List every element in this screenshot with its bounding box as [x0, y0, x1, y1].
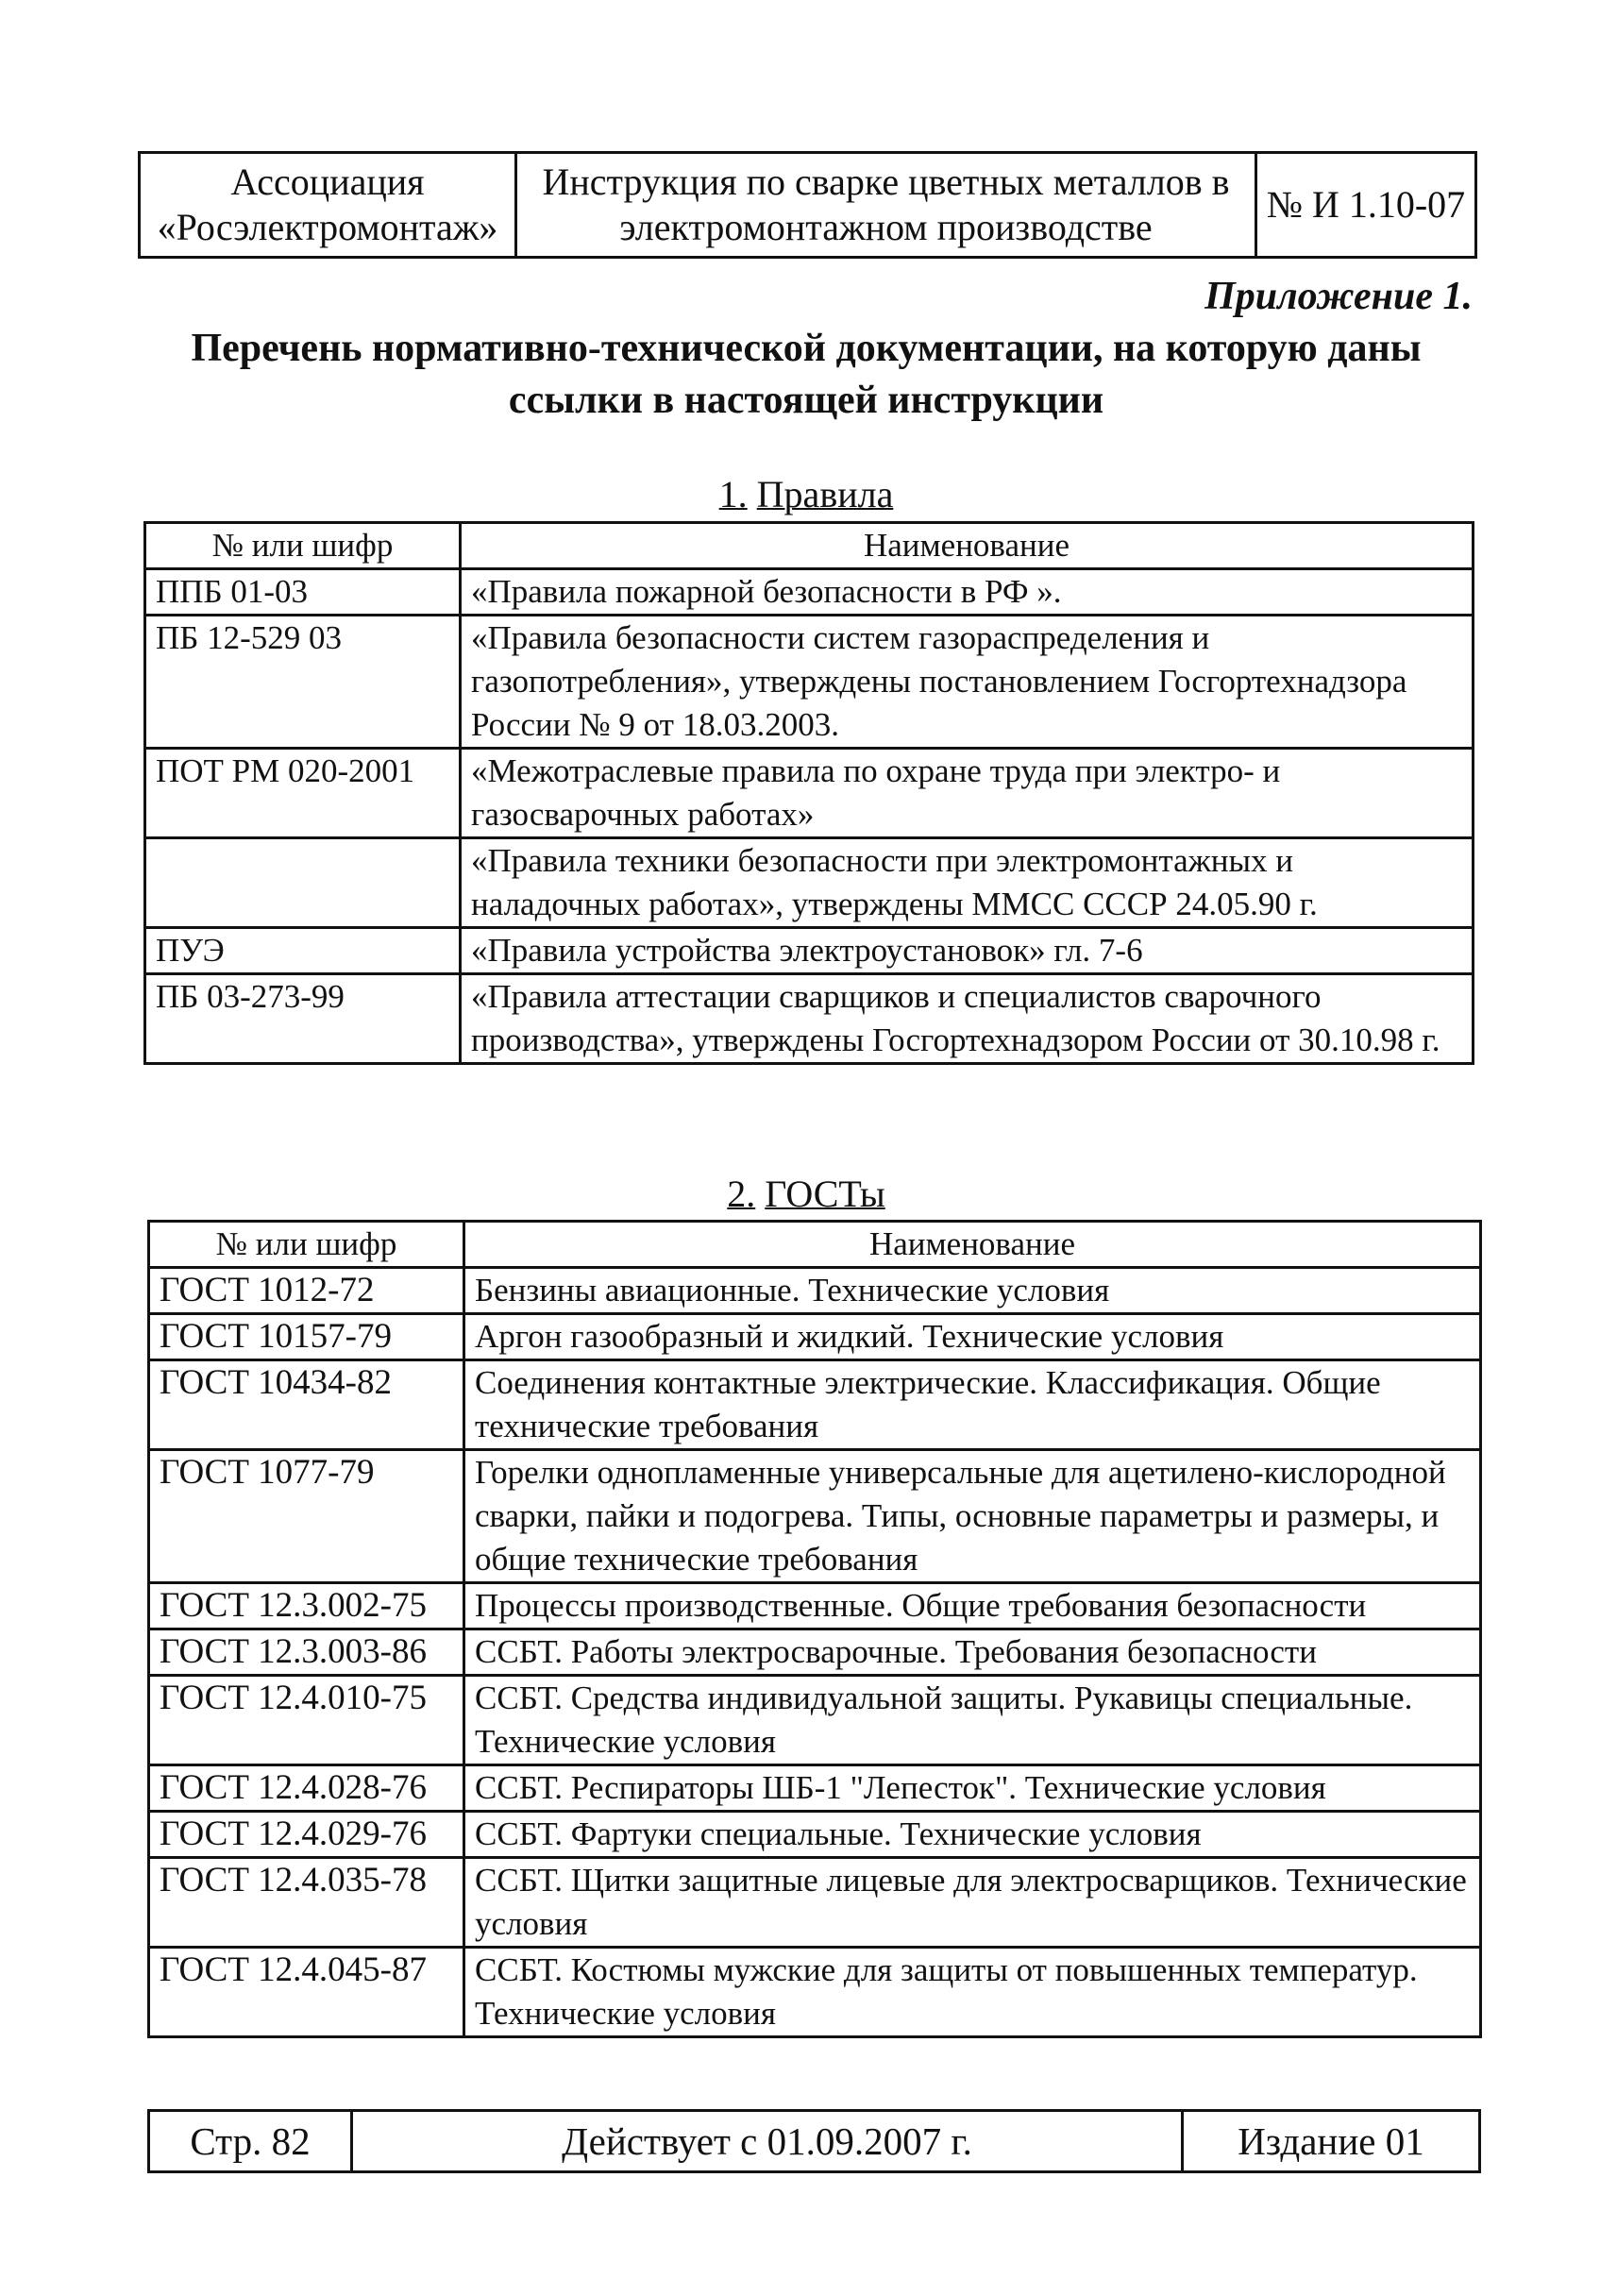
- doc-name: ССБТ. Средства индивидуальной защиты. Рукавицы специальные. Технические условия: [464, 1676, 1481, 1765]
- doc-name: «Правила пожарной безопасности в РФ ».: [461, 569, 1474, 616]
- column-header-name: Наименование: [464, 1222, 1481, 1268]
- table-row: [145, 928, 1474, 974]
- doc-code: ГОСТ 12.4.028-76: [149, 1765, 464, 1812]
- doc-code: ГОСТ 12.4.029-76: [149, 1812, 464, 1858]
- section-name: ГОСТы: [765, 1173, 885, 1215]
- doc-code: ГОСТ 1012-72: [149, 1268, 464, 1314]
- column-header-name: Наименование: [461, 523, 1474, 569]
- doc-name: Аргон газообразный и жидкий. Технические условия: [464, 1314, 1481, 1360]
- doc-code: ГОСТ 12.4.045-87: [149, 1948, 464, 2037]
- document-number: № И 1.10-07: [1256, 153, 1476, 258]
- doc-name: «Правила безопасности систем газораспределения и газопотребления», утверждены постановлением Госгортехнадзора России № 9 от 18.03.2003.: [461, 616, 1474, 749]
- table-row: [145, 616, 1474, 749]
- doc-code: ППБ 01-03: [145, 569, 461, 616]
- appendix-label: Приложение 1.: [1204, 275, 1473, 318]
- doc-name: «Межотраслевые правила по охране труда при электро- и газосварочных работах»: [461, 749, 1474, 838]
- gost-table: [147, 1220, 1482, 2038]
- doc-name: ССБТ. Костюмы мужские для защиты от повышенных температур. Технические условия: [464, 1948, 1481, 2037]
- doc-name: ССБТ. Респираторы ШБ-1 "Лепесток". Технические условия: [464, 1765, 1481, 1812]
- effective-date: Действует с 01.09.2007 г.: [352, 2111, 1183, 2172]
- doc-code: ГОСТ 1077-79: [149, 1450, 464, 1583]
- section-number: 2.: [727, 1173, 756, 1215]
- doc-code: ГОСТ 12.4.010-75: [149, 1676, 464, 1765]
- table-row: [149, 1360, 1481, 1450]
- page-number: Стр. 82: [149, 2111, 352, 2172]
- edition-number: Издание 01: [1183, 2111, 1480, 2172]
- table-row: [149, 1450, 1481, 1583]
- doc-name: «Правила аттестации сварщиков и специалистов сварочного производства», утверждены Госгортехнадзором России от 30.10.98 г.: [461, 974, 1474, 1064]
- doc-code: ГОСТ 10434-82: [149, 1360, 464, 1450]
- table-row: [149, 1948, 1481, 2037]
- doc-code: ПОТ РМ 020-2001: [145, 749, 461, 838]
- page-title: Перечень нормативно-технической документации, на которую даны ссылки в настоящей инструкции: [191, 327, 1422, 422]
- table-row: [145, 569, 1474, 616]
- doc-code: ГОСТ 12.4.035-78: [149, 1858, 464, 1948]
- doc-code: ПУЭ: [145, 928, 461, 974]
- section-title-rules: [138, 472, 1474, 517]
- doc-name: ССБТ. Щитки защитные лицевые для электросварщиков. Технические условия: [464, 1858, 1481, 1948]
- doc-code: ПБ 03-273-99: [145, 974, 461, 1064]
- table-row: [149, 1583, 1481, 1629]
- doc-name: ССБТ. Работы электросварочные. Требования безопасности: [464, 1629, 1481, 1676]
- doc-name: Процессы производственные. Общие требования безопасности: [464, 1583, 1481, 1629]
- table-row: [149, 1812, 1481, 1858]
- section-name: Правила: [756, 473, 894, 515]
- table-header-row: [145, 523, 1474, 569]
- doc-name: «Правила устройства электроустановок» гл. 7-6: [461, 928, 1474, 974]
- section-number: 1.: [718, 473, 748, 515]
- doc-name: «Правила техники безопасности при электромонтажных и наладочных работах», утверждены ММСС СССР 24.05.90 г.: [461, 838, 1474, 928]
- table-row: [149, 1858, 1481, 1948]
- doc-name: ССБТ. Фартуки специальные. Технические условия: [464, 1812, 1481, 1858]
- table-header-row: [149, 1222, 1481, 1268]
- doc-name: Соединения контактные электрические. Классификация. Общие технические требования: [464, 1360, 1481, 1450]
- table-row: [149, 1676, 1481, 1765]
- table-row: [149, 1765, 1481, 1812]
- table-row: [145, 838, 1474, 928]
- section-title-gosts: [138, 1172, 1474, 1217]
- doc-code: ГОСТ 12.3.002-75: [149, 1583, 464, 1629]
- doc-name: Горелки однопламенные универсальные для ацетилено-кислородной сварки, пайки и подогрева. Типы, основные параметры и размеры, и общие технические требования: [464, 1450, 1481, 1583]
- table-row: [149, 1314, 1481, 1360]
- doc-code: ГОСТ 10157-79: [149, 1314, 464, 1360]
- column-header-code: № или шифр: [149, 1222, 464, 1268]
- organization-name: Ассоциация «Росэлектромонтаж»: [140, 153, 516, 258]
- table-row: [145, 974, 1474, 1064]
- document-title: Инструкция по сварке цветных металлов в электромонтажном производстве: [516, 153, 1256, 258]
- table-row: [145, 749, 1474, 838]
- document-header: [138, 151, 1477, 259]
- rules-table: [143, 521, 1474, 1065]
- table-row: [149, 1268, 1481, 1314]
- document-footer: [147, 2109, 1481, 2173]
- doc-code: ПБ 12-529 03: [145, 616, 461, 749]
- column-header-code: № или шифр: [145, 523, 461, 569]
- doc-name: Бензины авиационные. Технические условия: [464, 1268, 1481, 1314]
- doc-code: ГОСТ 12.3.003-86: [149, 1629, 464, 1676]
- doc-code: [145, 838, 461, 928]
- table-row: [149, 1629, 1481, 1676]
